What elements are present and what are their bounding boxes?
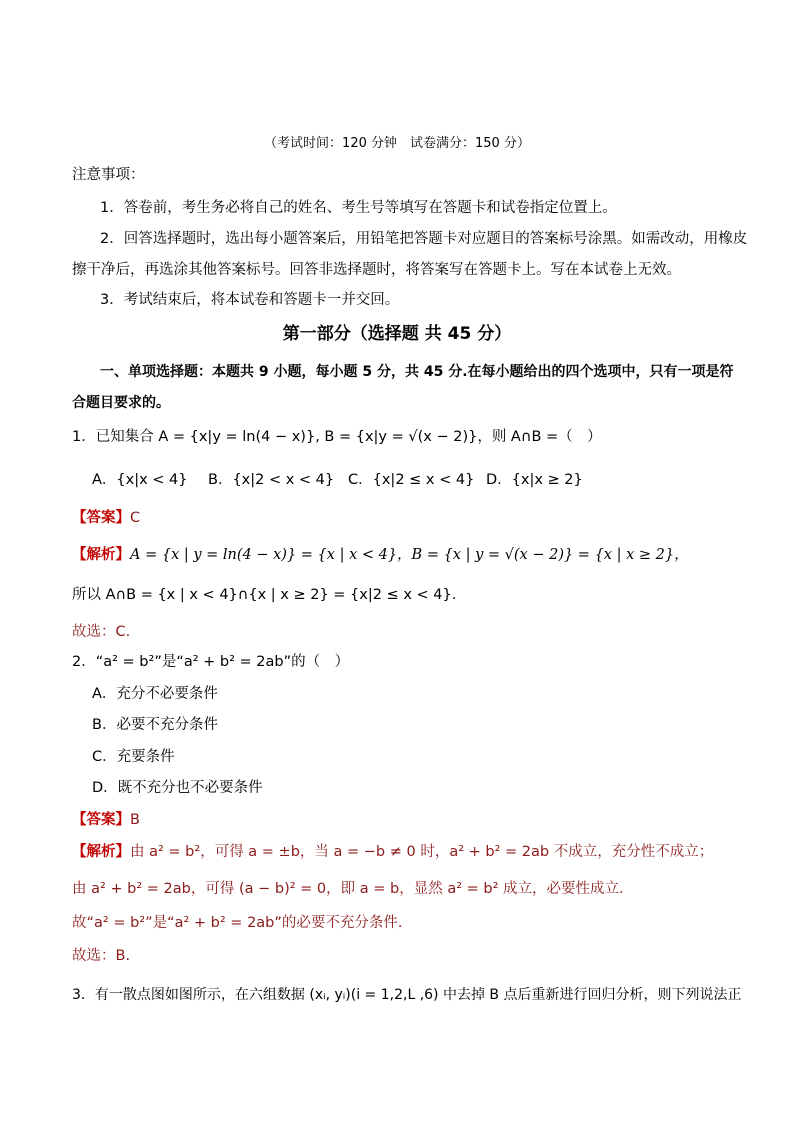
q2-option-d: D．既不充分也不必要条件: [92, 780, 263, 796]
q2-analysis-text-1: 由 a² = b²，可得 a = ±b，当 a = −b ≠ 0 时，a² + b² = 2ab 不成立，充分性不成立；: [130, 844, 714, 860]
q2-analysis-line-1: [72, 842, 713, 862]
q1-conclusion: 故选：C.: [72, 624, 131, 640]
q1-answer: [72, 508, 140, 528]
exam-info: （考试时间：120 分钟 试卷满分：150 分）: [264, 136, 530, 151]
q1-option-b: B．{x|2 < x < 4}: [208, 472, 335, 488]
notes-item-3: 3．考试结束后，将本试卷和答题卡一并交回。: [100, 292, 400, 308]
q1-analysis-label: 【解析】: [72, 547, 130, 563]
q2-analysis-line-3: 故“a² = b²”是“a² + b² = 2ab”的必要不充分条件.: [72, 915, 403, 931]
q2-answer-value: B: [130, 812, 140, 828]
section-instructions-line-1: 一、单项选择题：本题共 9 小题，每小题 5 分，共 45 分.在每小题给出的四个选项中，只有一项是符: [100, 364, 734, 380]
q2-answer-label: 【答案】: [72, 812, 130, 828]
q1-option-c: C．{x|2 ≤ x < 4}: [348, 472, 475, 488]
q2-analysis-line-2: 由 a² + b² = 2ab，可得 (a − b)² = 0，即 a = b，显然 a² = b² 成立，必要性成立.: [72, 881, 624, 897]
section-title: 第一部分（选择题 共 45 分）: [282, 324, 512, 344]
q1-analysis-line-1: [72, 545, 689, 565]
q1-answer-value: C: [130, 510, 141, 526]
notes-item-1: 1．答卷前，考生务必将自己的姓名、考生号等填写在答题卡和试卷指定位置上。: [100, 200, 617, 216]
q1-stem: 1．已知集合 A = {x|y = ln(4 − x)}, B = {x|y = √(x − 2)}，则 A∩B =（ ）: [72, 429, 602, 445]
q2-analysis-label: 【解析】: [72, 844, 130, 860]
q1-analysis-line-2: 所以 A∩B = {x | x < 4}∩{x | x ≥ 2} = {x|2 ≤ x < 4}.: [72, 587, 457, 603]
notes-item-2-line-1: 2．回答选择题时，选出每小题答案后，用铅笔把答题卡对应题目的答案标号涂黑。如需改动，用橡皮: [100, 231, 748, 247]
q1-option-d: D．{x|x ≥ 2}: [486, 472, 583, 488]
q2-option-b: B．必要不充分条件: [92, 717, 218, 733]
q3-stem: 3．有一散点图如图所示，在六组数据 (xᵢ, yᵢ)(i = 1,2,L ,6) 中去掉 B 点后重新进行回归分析，则下列说法正: [72, 987, 742, 1003]
q2-stem: 2．“a² = b²”是“a² + b² = 2ab”的（ ）: [72, 654, 350, 670]
q2-answer: [72, 810, 140, 830]
q2-conclusion: 故选：B.: [72, 948, 131, 964]
q2-option-a: A．充分不必要条件: [92, 686, 218, 702]
section-instructions-line-2: 合题目要求的。: [72, 395, 170, 411]
notes-title: 注意事项：: [72, 167, 145, 183]
q1-analysis-text-1: A = {x | y = ln(4 − x)} = {x | x < 4}，B = {x | y = √(x − 2)} = {x | x ≥ 2}，: [130, 547, 689, 563]
q2-option-c: C．充要条件: [92, 749, 175, 765]
q1-answer-label: 【答案】: [72, 510, 130, 526]
notes-item-2-line-2: 擦干净后，再选涂其他答案标号。回答非选择题时，将答案写在答题卡上。写在本试卷上无效。: [72, 262, 681, 278]
q1-option-a: A．{x|x < 4}: [92, 472, 188, 488]
